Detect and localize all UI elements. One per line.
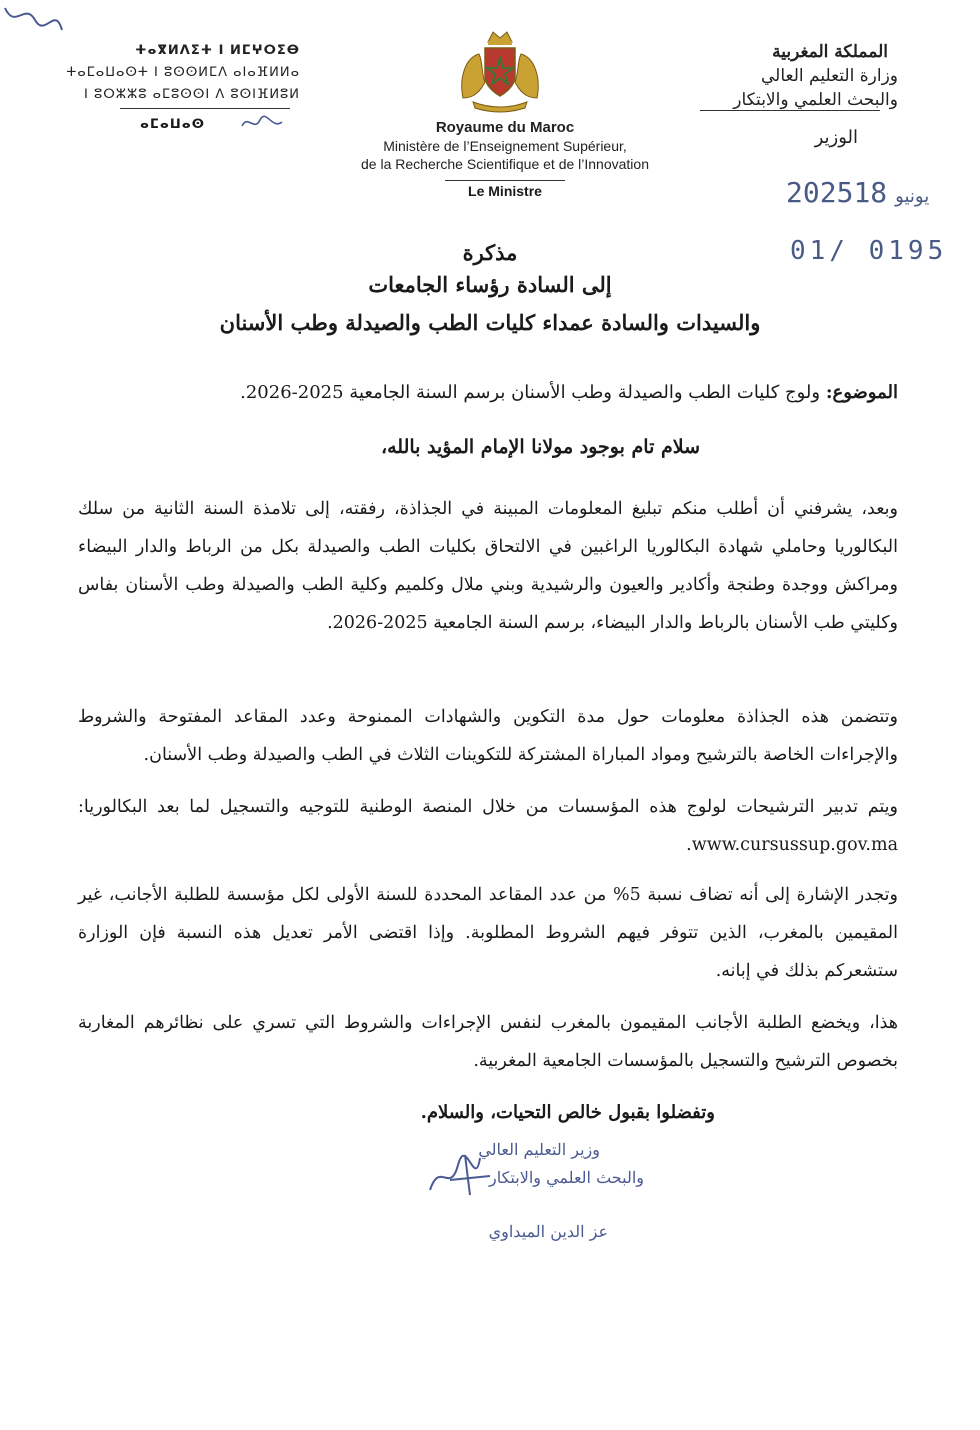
stamp-month: يونيو: [895, 186, 930, 207]
body-paragraph: وبعد، يشرفني أن أطلب منكم تبليغ المعلومات المبينة في الجذاذة، رفقته، إلى تلامذة السنة الثانية من سلك البكالوريا وحاملي شهادة البكالوريا الراغبين في الالتحاق بكليات الطب والصيدلة بكل من الرباط والدار البيضاء ومراكش ووجدة وطنجة وأكادير والعيون والرشيدية وبني ملال وكلميم وكلية الطب والصيدلة وطب الأسنان بفاس وكليتي طب الأسنان بالرباط والدار البيضاء، برسم السنة الجامعية 2025-2026.: [78, 499, 898, 633]
tifinagh-header-rule: [120, 108, 290, 109]
arabic-ministry-line2: والبحث العلمي والابتكار: [733, 90, 898, 110]
french-ministry-line2: de la Recherche Scientifique et de l’Innovation: [361, 156, 649, 172]
royal-coat-of-arms-icon: [455, 28, 545, 114]
memo-title: مذكرة: [462, 240, 518, 265]
tifinagh-kingdom: ⵜⴰⴳⵍⴷⵉⵜ ⵏ ⵍⵎⵖⵔⵉⴱ: [135, 43, 300, 58]
memo-addressee-line1: إلى السادة رؤساء الجامعات: [368, 272, 612, 297]
handwritten-signature-icon: [420, 1150, 500, 1200]
initials-scribble: [240, 112, 284, 134]
body-paragraph: ويتم تدبير الترشيحات لولوج هذه المؤسسات من خلال المنصة الوطنية للتوجيه والتسجيل لما بعد البكالوريا: www.cursussup.gov.ma.: [78, 797, 898, 855]
subject-label: الموضوع:: [825, 382, 898, 403]
french-header-rule: [445, 180, 565, 181]
tifinagh-header: [50, 40, 300, 106]
body-paragraph: وتجدر الإشارة إلى أنه تضاف نسبة 5% من عدد المقاعد المحددة للسنة الأولى لكل مؤسسة للطلبة الأجانب، غير المقيمين بالمغرب، الذين تتوفر فيهم الشروط المطلوبة. وإذا اقتضى الأمر تعديل هذه النسبة فإن الوزارة ستشعركم بذلك في إبانه.: [78, 885, 898, 981]
arabic-ministry-line1: وزارة التعليم العالي: [760, 66, 898, 86]
tifinagh-ministry-line1: ⵜⴰⵎⴰⵡⴰⵙⵜ ⵏ ⵓⵙⵙⵍⵎⴷ ⴰⵏⴰⴼⵍⵍⴰ: [66, 65, 300, 80]
stamp-ref-number: 0195: [868, 236, 948, 266]
memo-addressee-line2: والسيدات والسادة عمداء كليات الطب والصيدلة وطب الأسنان: [219, 310, 761, 335]
corner-handwriting-mark: [0, 0, 70, 40]
stamp-year: 2025: [786, 176, 854, 209]
tifinagh-minister: ⴰⵎⴰⵡⴰⵙ: [140, 117, 205, 132]
french-ministry-line1: Ministère de l’Enseignement Supérieur,: [383, 138, 627, 154]
french-kingdom: Royaume du Maroc: [435, 119, 575, 136]
stamp-date: [786, 176, 937, 209]
greeting: سلام تام بوجود مولانا الإمام المؤيد بالله،: [380, 436, 700, 458]
signature-name: عز الدين الميداوي: [488, 1222, 608, 1241]
stamp-day: 18: [853, 176, 888, 209]
stamp-ref-prefix: 01/: [790, 236, 849, 266]
arabic-header-rule: [700, 110, 880, 111]
stamp-reference: [790, 236, 947, 266]
french-header: [290, 118, 720, 173]
subject-text: ولوج كليات الطب والصيدلة وطب الأسنان برسم السنة الجامعية 2025-2026.: [240, 382, 821, 403]
french-minister: Le Ministre: [468, 183, 542, 199]
arabic-kingdom: المملكة المغربية: [772, 42, 888, 62]
closing-line: وتفضلوا بقبول خالص التحيات، والسلام.: [420, 1102, 715, 1123]
memo-subject: [78, 382, 898, 403]
signature-title-line1: وزير التعليم العالي: [478, 1140, 600, 1159]
signature-title-line2: والبحث العلمي والابتكار: [488, 1168, 644, 1187]
arabic-minister: الوزير: [814, 127, 858, 148]
tifinagh-ministry-line2: ⵏ ⵓⵔⵣⵣⵓ ⴰⵎⵓⵙⵙⵏ ⴷ ⵓⵙⵏⴼⵍⵓⵍ: [84, 87, 300, 102]
body-paragraph: وتتضمن هذه الجذاذة معلومات حول مدة التكوين والشهادات الممنوحة وعدد المقاعد المفتوحة والشروط والإجراءات الخاصة بالترشيح ومواد المباراة المشتركة للتكوينات الثلاث في الطب والصيدلة وطب الأسنان.: [78, 707, 898, 765]
body-paragraph: هذا، ويخضع الطلبة الأجانب المقيمون بالمغرب لنفس الإجراءات والشروط التي تسري على نظائرهم المغاربة بخصوص الترشيح والتسجيل بالمؤسسات الجامعية المغربية.: [78, 1013, 898, 1071]
